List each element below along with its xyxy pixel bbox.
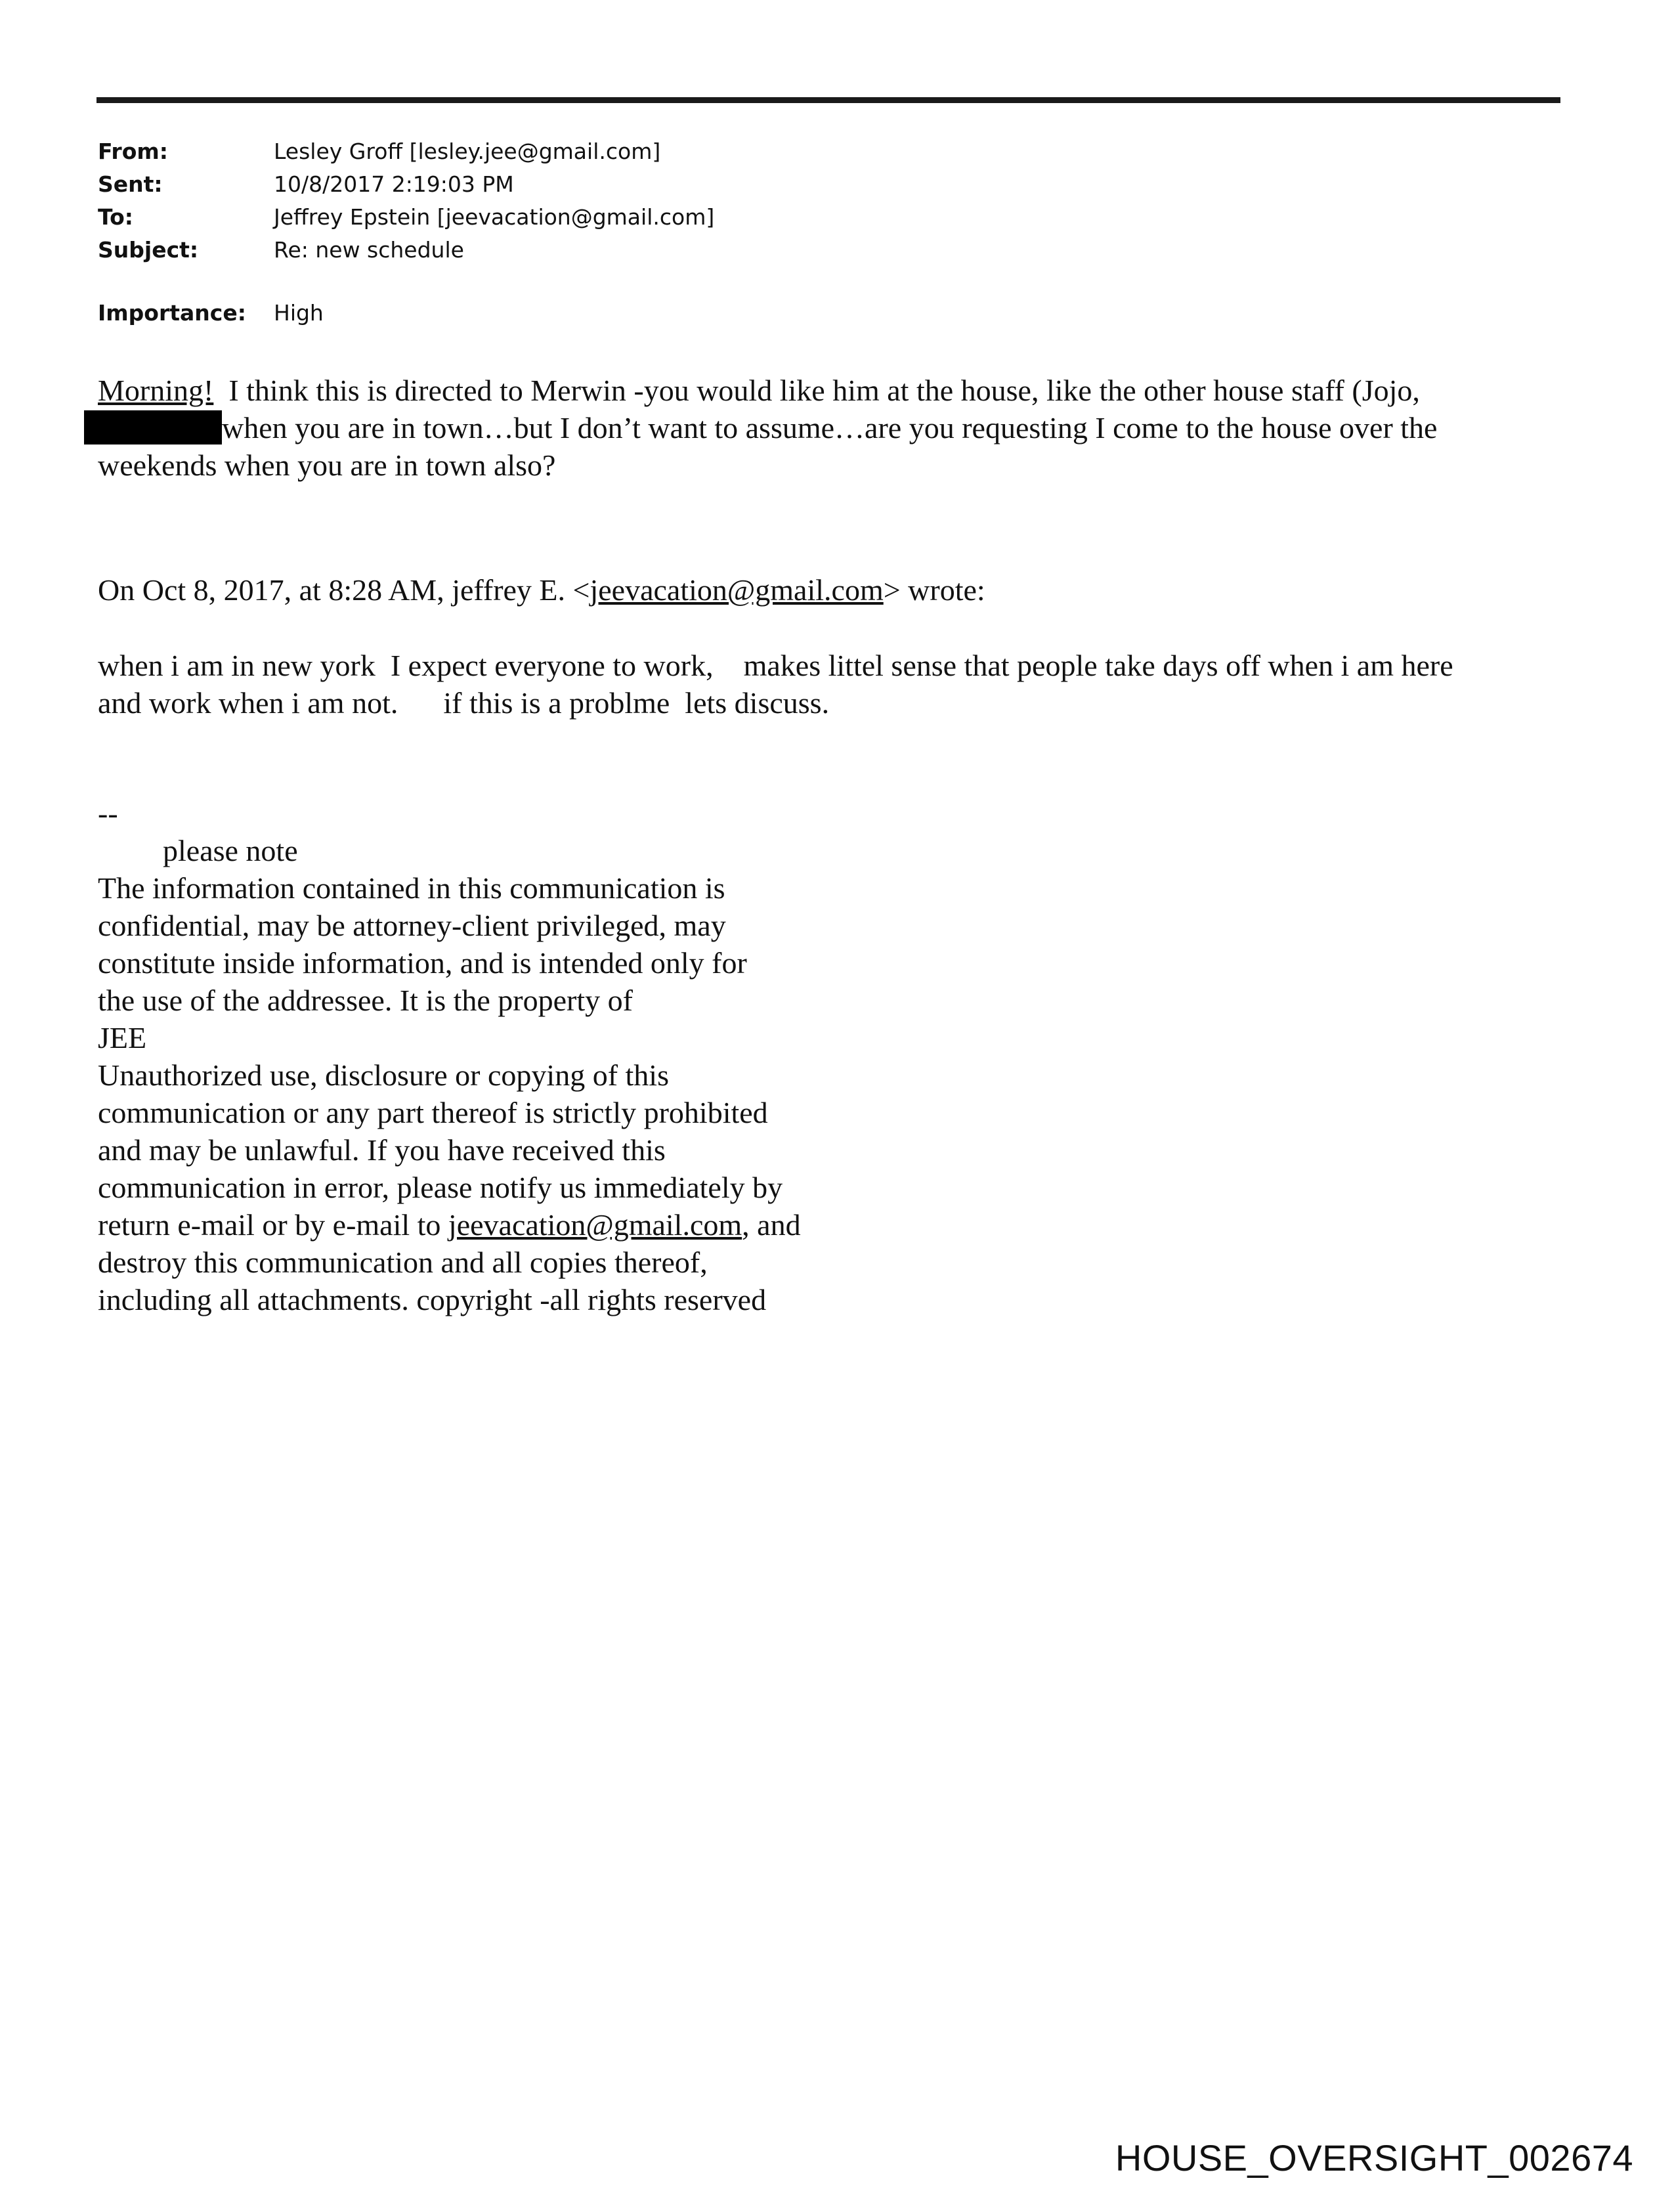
disclaimer-line: The information contained in this communication is: [98, 871, 725, 905]
signature-dashes: --: [98, 796, 118, 830]
reply-line-3: weekends when you are in town also?: [98, 448, 556, 482]
disclaimer-return-line: [98, 1206, 951, 1244]
importance-value: High: [274, 300, 324, 326]
importance-row: [98, 297, 714, 330]
reply-line-1-text: I think this is directed to Merwin -you would like him at the house, like the other house staff (Jojo,: [213, 374, 1420, 407]
please-note: please note: [163, 834, 298, 867]
quoted-message: [98, 647, 1453, 722]
disclaimer-line: and may be unlawful. If you have received this: [98, 1133, 666, 1167]
signature-disclaimer: [98, 794, 951, 1318]
quoted-line-1: when i am in new york I expect everyone to work, makes littel sense that people take days off when i am here: [98, 649, 1453, 682]
subject-value: Re: new schedule: [274, 237, 464, 263]
reply-body: [98, 372, 1581, 484]
to-row: [98, 201, 714, 234]
quote-suffix: > wrote:: [883, 573, 985, 607]
return-suffix: , and: [742, 1208, 801, 1242]
to-value: Jeffrey Epstein [jeevacation@gmail.com]: [274, 204, 715, 230]
redaction-box: [84, 410, 222, 445]
bates-number: HOUSE_OVERSIGHT_002674: [1115, 2137, 1633, 2179]
reply-line-2: [98, 409, 1581, 446]
reply-greeting: Morning!: [98, 374, 214, 407]
sent-row: [98, 168, 714, 201]
disclaimer-line: confidential, may be attorney-client privileged, may: [98, 909, 726, 942]
return-prefix: return e-mail or by e-mail to: [98, 1208, 448, 1242]
sent-value: 10/8/2017 2:19:03 PM: [274, 171, 514, 197]
subject-row: [98, 234, 714, 267]
disclaimer-line: communication or any part thereof is strictly prohibited: [98, 1096, 768, 1129]
reply-line-2-text: when you are in town…but I don’t want to assume…are you requesting I come to the house over the: [222, 411, 1438, 445]
quote-email-link[interactable]: jeevacation@gmail.com: [590, 573, 884, 607]
email-headers: [98, 135, 714, 330]
quoted-line-2: and work when i am not. if this is a problme lets discuss.: [98, 686, 830, 720]
quote-attribution: [98, 571, 985, 609]
subject-label: Subject:: [98, 237, 199, 263]
disclaimer-line: constitute inside information, and is intended only for: [98, 946, 747, 980]
header-divider: [97, 97, 1560, 103]
disclaimer-line: including all attachments. copyright -all rights reserved: [98, 1283, 767, 1316]
sent-label: Sent:: [98, 171, 163, 197]
quote-prefix: On Oct 8, 2017, at 8:28 AM, jeffrey E. <: [98, 573, 590, 607]
return-email-link[interactable]: jeevacation@gmail.com: [448, 1208, 742, 1242]
from-value: Lesley Groff [lesley.jee@gmail.com]: [274, 139, 661, 164]
to-label: To:: [98, 204, 133, 230]
importance-label: Importance:: [98, 300, 246, 326]
disclaimer-line: JEE: [98, 1021, 147, 1054]
disclaimer-line: Unauthorized use, disclosure or copying of this: [98, 1058, 669, 1092]
reply-line-1: [98, 372, 1581, 409]
disclaimer-line: destroy this communication and all copies thereof,: [98, 1246, 708, 1279]
from-label: From:: [98, 139, 168, 164]
disclaimer-line: the use of the addressee. It is the property of: [98, 984, 633, 1017]
disclaimer-line: communication in error, please notify us immediately by: [98, 1171, 783, 1204]
from-row: [98, 135, 714, 168]
